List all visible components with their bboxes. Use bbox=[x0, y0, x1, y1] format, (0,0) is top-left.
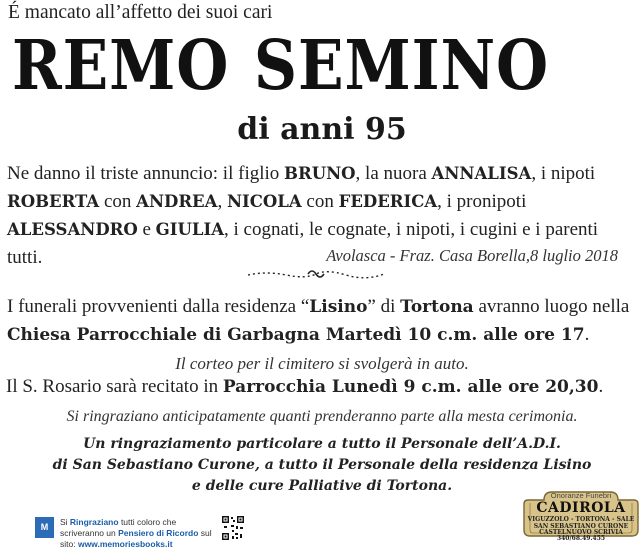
announcement-paragraph: Ne danno il triste annuncio: il figlio BRUNO, la nuora ANNALISA, i nipoti ROBERTA con ANDREA, NICOLA con FEDERICA, i pronipoti ALESSANDRO e GIULIA, i cognati, le cognate, i nipoti, i cugini e i parenti tutti. bbox=[7, 163, 599, 268]
agency-line-3: CASTELNUOVO SCRIVIA bbox=[539, 529, 623, 536]
closing-line-3: e delle cure Palliative di Tortona. bbox=[191, 478, 453, 494]
agency-name: CADIROLA bbox=[536, 500, 626, 516]
place-date: Avolasca - Fraz. Casa Borella,8 luglio 2018 bbox=[326, 246, 618, 265]
memoriesbooks-logo: M bbox=[35, 517, 54, 538]
agency-phone: 340/68.49.455 bbox=[556, 535, 606, 542]
corteo-line: Il corteo per il cimitero si svolgerà in auto. bbox=[175, 354, 469, 373]
footer-link[interactable]: www.memoriesbooks.it bbox=[77, 539, 173, 549]
footer-note: Si Ringraziano tutti coloro che scriveranno un Pensiero di Ricordo sul sito: www.memoriesbooks.it bbox=[60, 517, 212, 549]
funeral-paragraph: I funerali provvenienti dalla residenza “Lisino” di Tortona avranno luogo nella Chiesa Parrocchiale di Garbagna Martedì 10 c.m. alle ore 17. bbox=[7, 296, 630, 345]
agency-line-1: VIGUZZOLO - TORTONA - SALE bbox=[527, 516, 635, 523]
agency-line-2: SAN SEBASTIANO CURONE bbox=[533, 523, 629, 530]
thanks-line: Si ringraziano anticipatamente quanti prenderanno parte alla mesta cerimonia. bbox=[66, 408, 578, 425]
closing-line-2: di San Sebastiano Curone, a tutto il Personale della residenza Lisino bbox=[52, 457, 592, 473]
first-name: REMO bbox=[12, 26, 230, 106]
rosario-line: Il S. Rosario sarà recitato in Parrocchia Lunedì 9 c.m. alle ore 20,30. bbox=[6, 376, 604, 397]
last-name: SEMINO bbox=[253, 26, 550, 106]
closing-line-1: Un ringraziamento particolare a tutto il Personale dell’A.D.I. bbox=[83, 436, 561, 452]
deceased-name bbox=[12, 26, 549, 106]
age-line: di anni 95 bbox=[237, 112, 407, 147]
divider-ornament bbox=[246, 267, 386, 281]
intro-line: É mancato all’affetto dei suoi cari bbox=[8, 2, 273, 23]
agency-type: Onoranze Funebri bbox=[550, 491, 612, 500]
qr-code-icon[interactable] bbox=[221, 515, 245, 541]
